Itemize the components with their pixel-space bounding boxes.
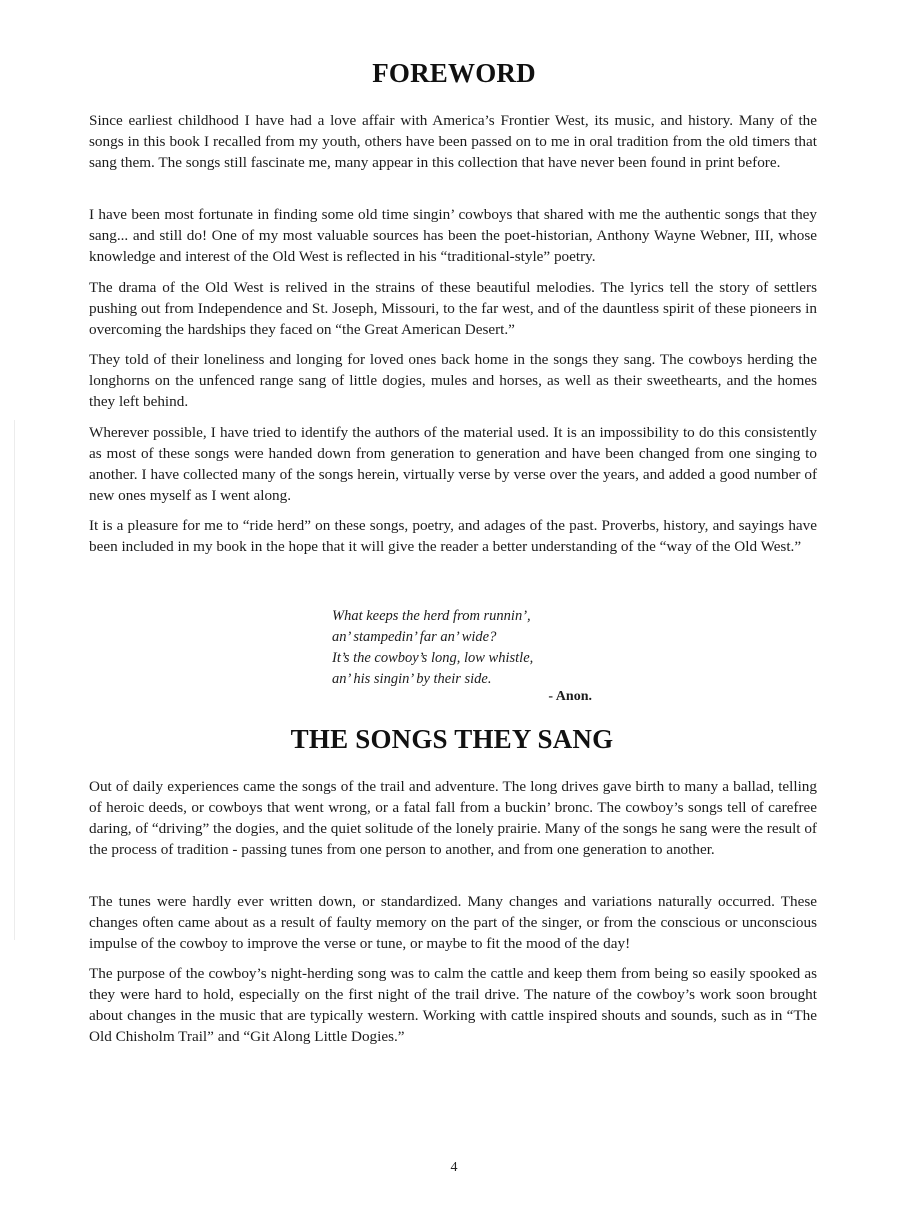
- foreword-heading: FOREWORD: [372, 58, 536, 88]
- songs-paragraph-1: Out of daily experiences came the songs of the trail and adventure. The long drives gave birth to many a ballad, telling of heroic deeds, or cowboys that went wrong, or a fatal fall from a buckin’ bronc. The cowboy’s songs tell of carefree daring, of “driving” the dogies, and the quiet solitude of the lonely prairie. Many of the songs he sang were the result of the process of tradition - passing tunes from one person to another, and from one generation to another.: [89, 778, 817, 858]
- poem-line-1: What keeps the herd from runnin’,: [332, 608, 531, 624]
- foreword-paragraph-6: It is a pleasure for me to “ride herd” on these songs, poetry, and adages of the past. Proverbs, history, and sayings have been included in my book in the hope that it will give the reader a better understanding of the “way of the Old West.”: [89, 517, 817, 555]
- songs-paragraph-3: The purpose of the cowboy’s night-herding song was to calm the cattle and keep them from being so easily spooked as they were hard to hold, especially on the first night of the trail drive. The nature of the cowboy’s work soon brought about changes in the music that are typically western. Working with cattle inspired shouts and sounds, such as in “The Old Chisholm Trail” and “Git Along Little Dogies.”: [89, 965, 817, 1045]
- foreword-paragraph-1: Since earliest childhood I have had a love affair with America’s Frontier West, its music, and history. Many of the songs in this book I recalled from my youth, others have been passed on to me in oral tradition from the old timers that sang them. The songs still fascinate me, many appear in this collection that have never been found in print before.: [89, 112, 817, 171]
- foreword-paragraph-4: They told of their loneliness and longing for loved ones back home in the songs they sang. The cowboys herding the longhorns on the unfenced range sang of little dogies, mules and horses, as well as their sweethearts, and the homes they left behind.: [89, 351, 817, 410]
- foreword-paragraph-2: I have been most fortunate in finding some old time singin’ cowboys that shared with me the authentic songs that they sang... and still do! One of my most valuable sources has been the poet-historian, Anthony Wayne Webner, III, whose knowledge and interest of the Old West is reflected in his “traditional-style” poetry.: [89, 206, 817, 265]
- scan-edge-shadow: [14, 420, 15, 940]
- foreword-paragraph-5: Wherever possible, I have tried to identify the authors of the material used. It is an impossibility to do this consistently as most of these songs were handed down from generation to generation and have been changed from one singing to another. I have collected many of the songs herein, virtually verse by verse over the years, and added a good number of new ones myself as I went along.: [89, 424, 817, 504]
- poem-line-4: an’ his singin’ by their side.: [332, 671, 492, 687]
- foreword-paragraph-3: The drama of the Old West is relived in the strains of these beautiful melodies. The lyrics tell the story of settlers pushing out from Independence and St. Joseph, Missouri, to the far west, and of the dauntless spirit of these pioneers in overcoming the hardships they faced on “the Great American Desert.”: [89, 279, 817, 338]
- poem-verse: [332, 606, 602, 690]
- page-number: 4: [450, 1160, 458, 1175]
- songs-section-heading: THE SONGS THEY SANG: [290, 724, 614, 754]
- poem-line-2: an’ stampedin’ far an’ wide?: [332, 629, 497, 645]
- poem-line-3: It’s the cowboy’s long, low whistle,: [332, 650, 534, 666]
- poem-attribution: - Anon.: [548, 689, 592, 704]
- songs-paragraph-2: The tunes were hardly ever written down, or standardized. Many changes and variations naturally occurred. These changes often came about as a result of faulty memory on the part of the singer, or from the conscious or unconscious impulse of the cowboy to improve the verse or tune, or maybe to fit the mood of the day!: [89, 893, 817, 952]
